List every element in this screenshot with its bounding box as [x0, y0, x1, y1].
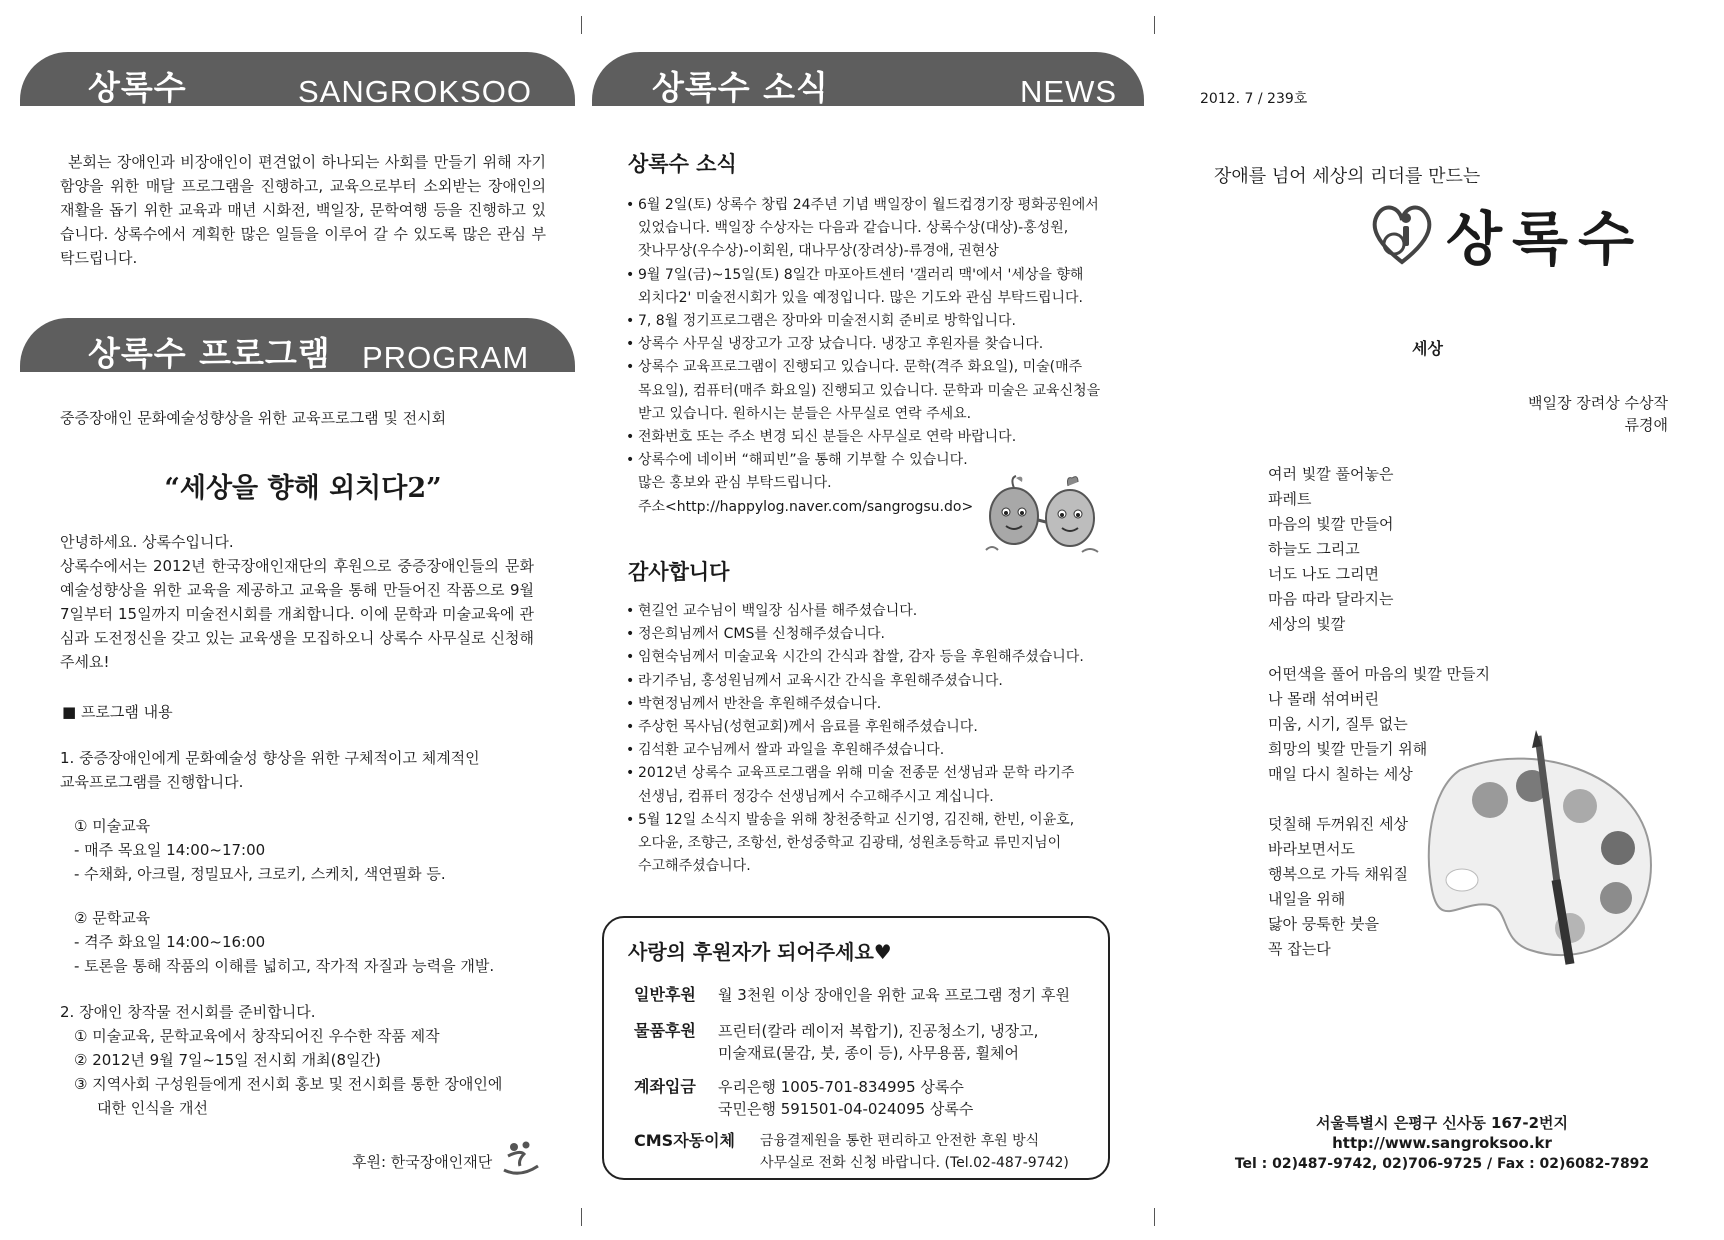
banner-program	[20, 318, 575, 372]
award-label: 백일장 장려상 수상작	[1528, 394, 1668, 412]
program-subtitle: 중증장애인 문화예술성향상을 위한 교육프로그램 및 전시회	[60, 409, 447, 427]
address: 서울특별시 은평구 신사동 167-2번지	[1315, 1114, 1568, 1132]
text-line: 대한 인식을 개선	[97, 1099, 208, 1117]
list-line: 받고 있습니다. 원하시는 분들은 사무실로 연락 주세요.	[638, 405, 972, 422]
list-line: 7, 8월 정기프로그램은 장마와 미술전시회 준비로 방학입니다.	[638, 313, 1016, 330]
support-value: 우리은행 1005-701-834995 상록수	[718, 1078, 964, 1096]
poem-line: 내일을 위해	[1268, 890, 1346, 908]
text-line: ② 2012년 9월 7일~15일 전시회 개최(8일간)	[74, 1051, 381, 1069]
text-line: - 수채화, 아크릴, 정밀묘사, 크로키, 스케치, 색연필화 등.	[74, 865, 446, 883]
list-line: 주소<http://happylog.naver.com/sangrogsu.do>	[638, 498, 974, 515]
bullet-icon: •	[626, 672, 635, 689]
panel-about	[0, 0, 580, 1240]
banner-title: 상록수 프로그램	[88, 334, 331, 372]
website: http://www.sangroksoo.kr	[1332, 1134, 1552, 1152]
slogan: 장애를 넘어 세상의 리더를 만드는	[1214, 166, 1481, 187]
poem-line: 희망의 빛깔 만들기 위해	[1268, 740, 1428, 758]
bullet-icon: •	[626, 626, 635, 643]
poem-line: 마음의 빛깔 만들어	[1268, 515, 1394, 533]
list-line: 6월 2일(토) 상록수 창립 24주년 기념 백일장이 월드컵경기장 평화공원에서	[638, 197, 1099, 213]
text-line: - 매주 목요일 14:00~17:00	[74, 841, 266, 859]
text-line: ① 미술교육	[74, 817, 151, 835]
program-item-1	[60, 746, 480, 794]
literature-education	[74, 906, 494, 978]
banner-subtitle: SANGROKSOO	[298, 74, 532, 106]
support-value: 국민은행 591501-04-024095 상록수	[718, 1100, 974, 1118]
issue-number: 2012. 7 / 239호	[1200, 91, 1308, 107]
support-value: 월 3천원 이상 장애인을 위한 교육 프로그램 정기 후원	[718, 986, 1070, 1004]
list-line: 목요일), 컴퓨터(매주 화요일) 진행되고 있습니다. 문학과 미술은 교육신청을	[638, 382, 1101, 399]
bullet-icon: •	[626, 695, 635, 712]
logo-text: 상록수	[1446, 205, 1645, 273]
poem-line: 미움, 시기, 질투 없는	[1268, 715, 1408, 733]
poem-line: 파레트	[1268, 490, 1312, 508]
bullet-icon: •	[626, 197, 635, 213]
poem-title: 세상	[1412, 339, 1443, 358]
bullet-icon: •	[626, 649, 635, 666]
text-line: 2. 장애인 창작물 전시회를 준비합니다.	[60, 1003, 316, 1021]
poem-line: 꼭 잡는다	[1268, 940, 1331, 958]
banner-title: 상록수	[88, 68, 187, 106]
banner-subtitle: NEWS	[1020, 74, 1117, 106]
list-line: 잣나무상(우수상)-이회원, 대나무상(장려상)-류경애, 권현상	[638, 243, 999, 260]
foundation-logo-icon	[500, 1140, 540, 1180]
paint-palette-icon	[1420, 730, 1670, 984]
program-item-2	[60, 1000, 502, 1120]
list-line: 오다윤, 조향근, 조항선, 한성중학교 김광태, 성원초등학교 류민지님이	[638, 835, 1062, 852]
list-item	[626, 194, 1146, 264]
poem-line: 바라보면서도	[1268, 840, 1355, 858]
poem-line: 닳아 뭉툭한 붓을	[1268, 915, 1379, 933]
banner-subtitle: PROGRAM	[362, 340, 530, 372]
list-line: 2012년 상록수 교육프로그램을 위해 미술 전종문 선생님과 문학 라기주	[638, 765, 1075, 782]
logo-icon	[1366, 196, 1438, 272]
support-label: 계좌입금	[634, 1077, 696, 1096]
text-line: ② 문학교육	[74, 909, 151, 927]
poem-line: 여러 빛깔 풀어놓은	[1268, 465, 1394, 483]
list-item	[626, 310, 1146, 333]
banner-title: 상록수 소식	[652, 68, 829, 106]
support-label: 물품후원	[634, 1021, 696, 1040]
poem-line: 세상의 빛깔	[1268, 615, 1346, 633]
poem-stanza	[1268, 462, 1393, 637]
list-item	[626, 693, 1146, 716]
support-value: 프린터(칼라 레이저 복합기), 진공청소기, 냉장고,	[718, 1022, 1039, 1040]
bullet-icon: •	[626, 811, 635, 828]
list-item	[626, 356, 1146, 426]
support-value: 금융결제원을 통한 편리하고 안전한 후원 방식	[760, 1133, 1040, 1149]
text-line: ① 미술교육, 문학교육에서 창작되어진 우수한 작품 제작	[74, 1027, 440, 1045]
panel-cover	[1156, 0, 1724, 1240]
list-line: 전화번호 또는 주소 변경 되신 분들은 사무실로 연락 바랍니다.	[638, 429, 1017, 446]
section-label: ■ 프로그램 내용	[62, 703, 173, 721]
support-label: CMS자동이체	[634, 1131, 736, 1150]
poem-author: 류경애	[1624, 416, 1668, 434]
list-line: 임현숙님께서 미술교육 시간의 간식과 찹쌀, 감자 등을 후원해주셨습니다.	[638, 649, 1084, 666]
banner-sangroksoo	[20, 52, 575, 106]
support-box	[602, 916, 1110, 1180]
poem-line: 마음 따라 달라지는	[1268, 590, 1394, 608]
contact-numbers: Tel : 02)487-9742, 02)706-9725 / Fax : 02)6082-7892	[1234, 1156, 1650, 1172]
text-line: - 격주 화요일 14:00~16:00	[74, 933, 266, 951]
poem-line: 행복으로 가득 채워질	[1268, 865, 1408, 883]
support-value: 사무실로 전화 신청 바랍니다. (Tel.02-487-9742)	[760, 1155, 1069, 1171]
list-line: 외치다2' 미술전시회가 있을 예정입니다. 많은 기도와 관심 부탁드립니다.	[638, 289, 1084, 306]
list-line: 9월 7일(금)~15일(토) 8일간 마포아트센터 '갤러리 맥'에서 '세상을 향해	[638, 266, 1084, 283]
list-line: 있었습니다. 백일장 수상자는 다음과 같습니다. 상록수상(대상)-홍성원,	[638, 220, 1069, 237]
list-item	[626, 809, 1146, 879]
bullet-icon: •	[626, 719, 635, 736]
list-line: 상록수 교육프로그램이 진행되고 있습니다. 문학(격주 화요일), 미술(매주	[638, 359, 1083, 376]
list-line: 상록수 사무실 냉장고가 고장 났습니다. 냉장고 후원자를 찾습니다.	[638, 336, 1044, 353]
bullet-icon: •	[626, 266, 635, 283]
list-line: 정은희님께서 CMS를 신청해주셨습니다.	[638, 626, 885, 643]
art-education	[74, 814, 446, 886]
support-row-regular	[634, 984, 1104, 1008]
text-line: - 토론을 통해 작품의 이해를 넓히고, 작가적 자질과 능력을 개발.	[74, 957, 495, 975]
support-label: 일반후원	[634, 985, 696, 1004]
list-item	[626, 762, 1146, 808]
bullet-icon: •	[626, 452, 635, 469]
list-item	[626, 623, 1146, 646]
poem-line: 하늘도 그리고	[1268, 540, 1360, 558]
list-item	[626, 646, 1146, 669]
bullet-icon: •	[626, 742, 635, 759]
list-line: 김석환 교수님께서 쌀과 과일을 후원해주셨습니다.	[638, 742, 945, 759]
poem-line: 너도 나도 그리면	[1268, 565, 1379, 583]
thanks-heading: 감사합니다	[628, 560, 730, 584]
list-line: 박현정님께서 반찬을 후원해주셨습니다.	[638, 695, 882, 712]
list-item	[626, 333, 1146, 356]
list-line: 5월 12일 소식지 발송을 위해 창천중학교 신기영, 김진해, 한빈, 이윤호,	[638, 811, 1075, 828]
list-line: 현길언 교수님이 백일장 심사를 해주셨습니다.	[638, 603, 918, 619]
support-row-cms	[634, 1130, 1104, 1176]
list-item	[626, 670, 1146, 693]
text-line: ③ 지역사회 구성원들에게 전시회 홍보 및 전시회를 통한 장애인에	[74, 1075, 503, 1093]
list-item	[626, 716, 1146, 739]
crop-mark	[1154, 16, 1155, 34]
bullet-icon: •	[626, 359, 635, 376]
list-line: 선생님, 컴퓨터 정강수 선생님께서 수고해주시고 계십니다.	[638, 788, 994, 805]
support-row-goods	[634, 1020, 1104, 1066]
support-row-bank	[634, 1076, 1104, 1122]
poem-line: 어떤색을 풀어 마음의 빛깔 만들지	[1268, 665, 1490, 683]
bullet-icon: •	[626, 603, 635, 619]
cartoon-characters-icon	[982, 474, 1106, 560]
crop-mark	[1154, 1208, 1155, 1226]
list-item	[626, 426, 1146, 449]
bullet-icon: •	[626, 765, 635, 782]
news-list	[626, 194, 1146, 519]
bullet-icon: •	[626, 336, 635, 353]
poem-line: 나 몰래 섞여버린	[1268, 690, 1379, 708]
poem-stanza	[1268, 812, 1408, 962]
text-line: 1. 중증장애인에게 문화예술성 향상을 위한 구체적이고 체계적인	[60, 749, 480, 767]
program-paragraph: 상록수에서는 2012년 한국장애인재단의 후원으로 중증장애인들의 문화예술성향상을 위한 교육을 제공하고 교육을 통해 만들어진 작품으로 9월 7일부터 15일까지 미술전시회를 개최합니다. 이에 문학과 미술교육에 관심과 도전정신을 갖고 있는 교육생을 모집하오니 상록수 사무실로 신청해주세요!	[60, 557, 534, 671]
intro-paragraph: 본회는 장애인과 비장애인이 편견없이 하나되는 사회를 만들기 위해 자기함양을 위한 매달 프로그램을 진행하고, 교육으로부터 소외받는 장애인의 재활을 돕기 위한 교육과 매년 시화전, 백일장, 문학여행 등을 진행하고 있습니다. 상록수에서 계획한 많은 일들을 이루어 갈 수 있도록 많은 관심 부탁드립니다.	[60, 153, 546, 267]
text-line: 교육프로그램를 진행합니다.	[60, 773, 244, 791]
support-title: 사랑의 후원자가 되어주세요♥	[628, 940, 892, 964]
list-item	[626, 264, 1146, 310]
banner-news	[592, 52, 1144, 106]
list-line: 상록수에 네이버 “해피빈”을 통해 기부할 수 있습니다.	[638, 452, 968, 469]
poem-line: 덧칠해 두꺼워진 세상	[1268, 815, 1408, 833]
poem-line: 매일 다시 칠하는 세상	[1268, 765, 1413, 783]
list-item	[626, 600, 1146, 623]
support-value: 미술재료(물감, 붓, 종이 등), 사무용품, 휠체어	[718, 1044, 1019, 1062]
list-line: 라기주님, 홍성원님께서 교육시간 간식을 후원해주셨습니다.	[638, 672, 1003, 689]
greeting: 안녕하세요. 상록수입니다.	[60, 533, 234, 551]
panel-news	[582, 0, 1154, 1240]
list-item	[626, 739, 1146, 762]
list-line: 주상헌 목사님(성현교회)께서 음료를 후원해주셨습니다.	[638, 719, 978, 736]
sponsor-text: 후원: 한국장애인재단	[352, 1153, 493, 1171]
news-heading: 상록수 소식	[628, 152, 737, 176]
bullet-icon: •	[626, 429, 635, 446]
thanks-list	[626, 600, 1146, 878]
list-line: 수고해주셨습니다.	[638, 858, 751, 875]
program-title: “세상을 향해 외치다2”	[164, 473, 442, 504]
list-line: 많은 홍보와 관심 부탁드립니다.	[638, 475, 832, 492]
bullet-icon: •	[626, 313, 635, 330]
